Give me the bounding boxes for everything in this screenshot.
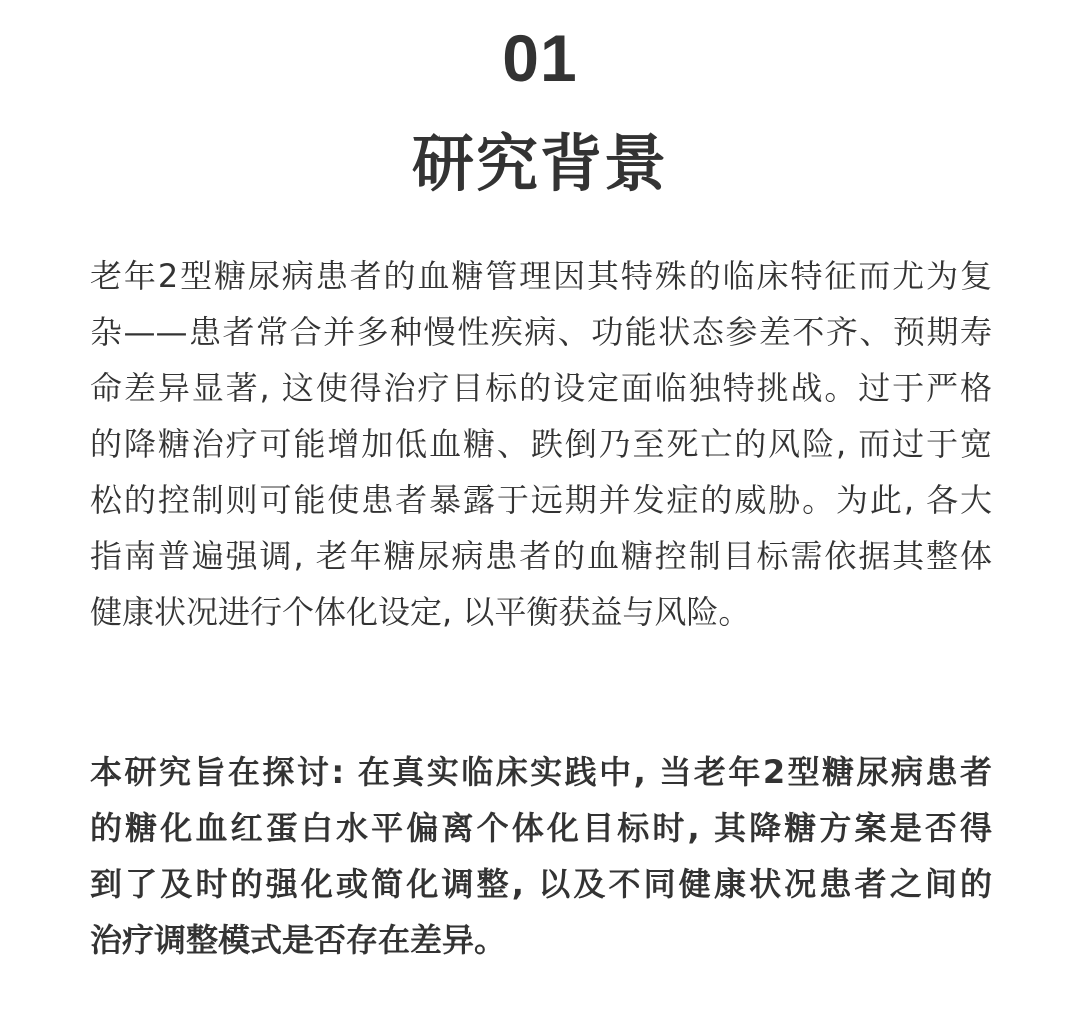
section-title: 研究背景 — [411, 127, 668, 200]
section-number: 01 — [502, 21, 578, 95]
background-line: 指南普遍强调, 老年糖尿病患者的血糖控制目标需依据其整体 — [90, 537, 992, 575]
background-line: 松的控制则可能使患者暴露于远期并发症的威胁。为此, 各大 — [90, 481, 992, 519]
aim-line: 治疗调整模式是否存在差异。 — [90, 921, 507, 959]
aim-line: 到了及时的强化或简化调整, 以及不同健康状况患者之间的 — [90, 865, 992, 903]
background-line: 的降糖治疗可能增加低血糖、跌倒乃至死亡的风险, 而过于宽 — [90, 425, 992, 463]
background-line: 老年2型糖尿病患者的血糖管理因其特殊的临床特征而尤为复 — [90, 257, 992, 295]
research-aim-paragraph — [90, 744, 992, 968]
background-line: 杂——患者常合并多种慢性疾病、功能状态参差不齐、预期寿 — [90, 313, 992, 351]
background-line: 命差异显著, 这使得治疗目标的设定面临独特挑战。过于严格 — [90, 369, 992, 407]
background-line: 健康状况进行个体化设定, 以平衡获益与风险。 — [90, 593, 751, 631]
aim-line: 本研究旨在探讨: 在真实临床实践中, 当老年2型糖尿病患者 — [90, 753, 992, 791]
background-paragraph — [90, 248, 992, 640]
aim-line: 的糖化血红蛋白水平偏离个体化目标时, 其降糖方案是否得 — [90, 809, 992, 847]
